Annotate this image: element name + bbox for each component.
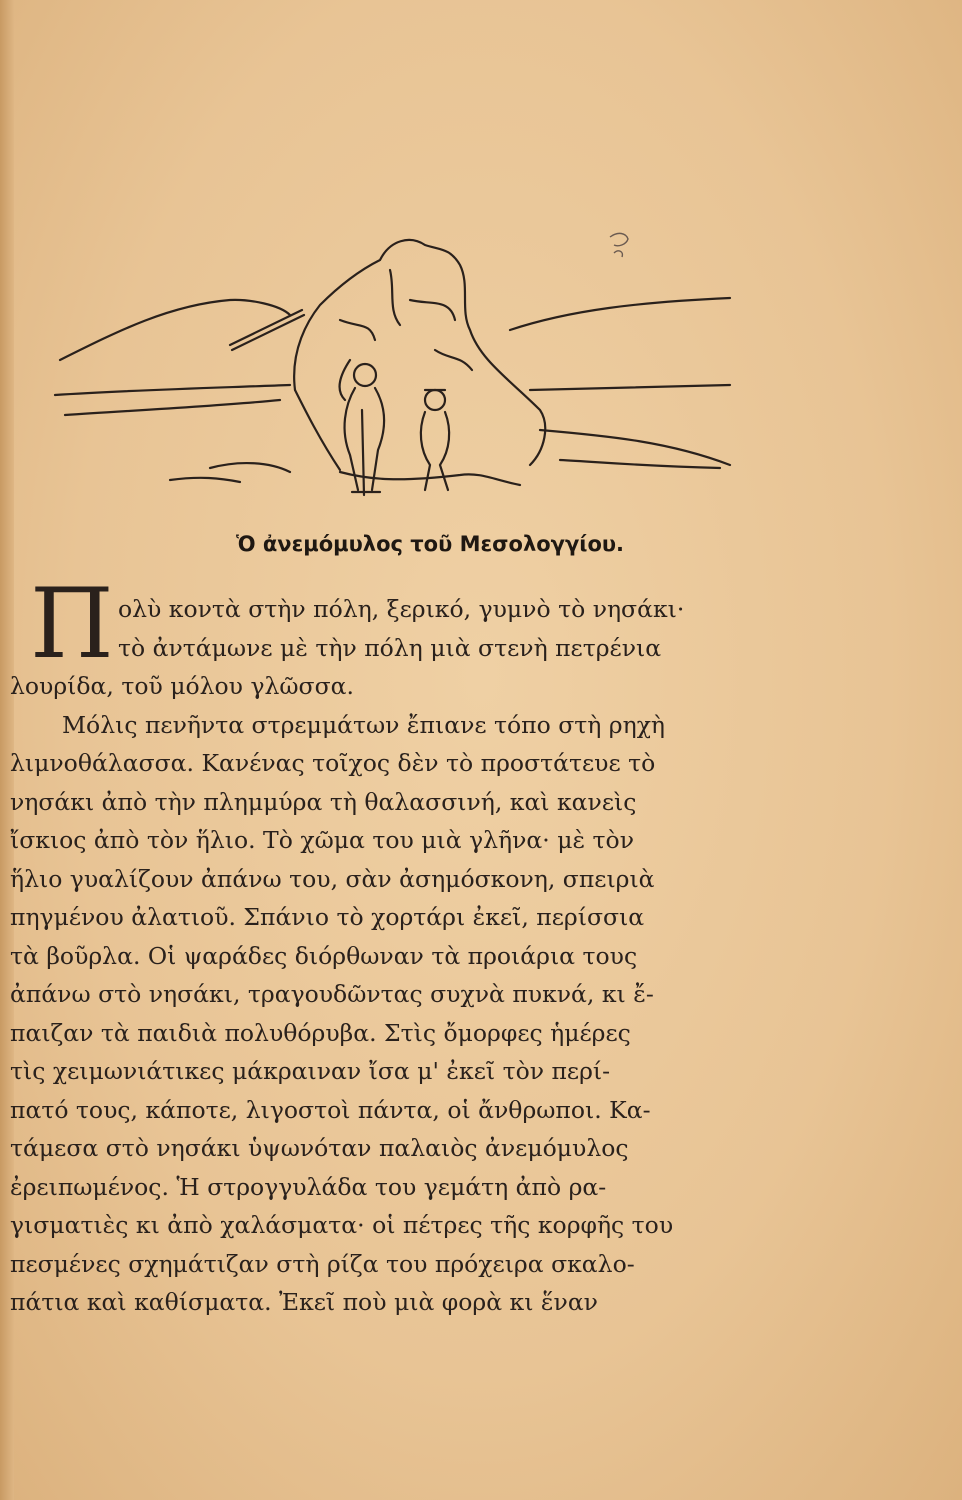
text-line: παιζαν τὰ παιδιὰ πολυθόρυβα. Στὶς ὄμορφες ἡμέρες	[10, 1018, 631, 1047]
pencil-mark	[600, 225, 640, 265]
body-text	[10, 590, 750, 1322]
text-line: λιμνοθάλασσα. Κανένας τοῖχος δὲν τὸ προστάτευε τὸ	[10, 749, 656, 777]
text-line: τάμεσα στὸ νησάκι ὑψωνόταν παλαιὸς ἀνεμόμυλος	[10, 1134, 629, 1162]
text-line: τὸ ἀντάμωνε μὲ τὴν πόλη μιὰ στενὴ πετρένια	[118, 633, 662, 662]
text-line: πηγμένου ἀλατιοῦ. Σπάνιο τὸ χορτάρι ἐκεῖ, περίσσια	[10, 903, 645, 931]
text-line: ἴσκιος ἀπὸ τὸν ἥλιο. Τὸ χῶμα του μιὰ γλῆνα· μὲ τὸν	[10, 826, 634, 854]
text-line: πεσμένες σχημάτιζαν στὴ ρίζα του πρόχειρα σκαλο-	[10, 1249, 635, 1278]
text-line: τὶς χειμωνιάτικες μάκραιναν ἴσα μ' ἐκεῖ τὸν περί-	[10, 1057, 611, 1085]
text-line: ἥλιο γυαλίζουν ἀπάνω του, σὰν ἀσημόσκονη, σπειριὰ	[10, 864, 655, 893]
text-line: ἀπάνω στὸ νησάκι, τραγουδῶντας συχνὰ πυκνά, κι ἔ-	[10, 980, 654, 1008]
text-line: πάτια καὶ καθίσματα. Ἐκεῖ ποὺ μιὰ φορὰ κι ἕναν	[10, 1288, 598, 1316]
text-line: πατό τους, κάποτε, λιγοστοὶ πάντα, οἱ ἄνθρωποι. Κα-	[10, 1095, 651, 1124]
text-line: ολὺ κοντὰ στὴν πόλη, ξερικό, γυμνὸ τὸ νησάκι·	[118, 595, 685, 623]
text-line: τὰ βοῦρλα. Οἱ ψαράδες διόρθωναν τὰ προιάρια τους	[10, 941, 638, 970]
text-line: λουρίδα, τοῦ μόλου γλῶσσα.	[10, 672, 354, 700]
drop-cap: Π	[30, 568, 114, 680]
text-line: ἐρειπωμένος. Ἡ στρογγυλάδα του γεμάτη ἀπὸ ρα-	[10, 1172, 607, 1201]
text-line: γισματιὲς κι ἀπὸ χαλάσματα· οἱ πέτρες τῆς κορφῆς του	[10, 1211, 674, 1239]
chapter-title: Ὁ ἀνεμόμυλος τοῦ Μεσολογγίου.	[235, 532, 625, 556]
text-line: νησάκι ἀπὸ τὴν πλημμύρα τὴ θαλασσινή, καὶ κανεὶς	[10, 787, 637, 816]
text-line: Μόλις πενῆντα στρεμμάτων ἔπιανε τόπο στὴ ρηχὴ	[62, 710, 666, 739]
